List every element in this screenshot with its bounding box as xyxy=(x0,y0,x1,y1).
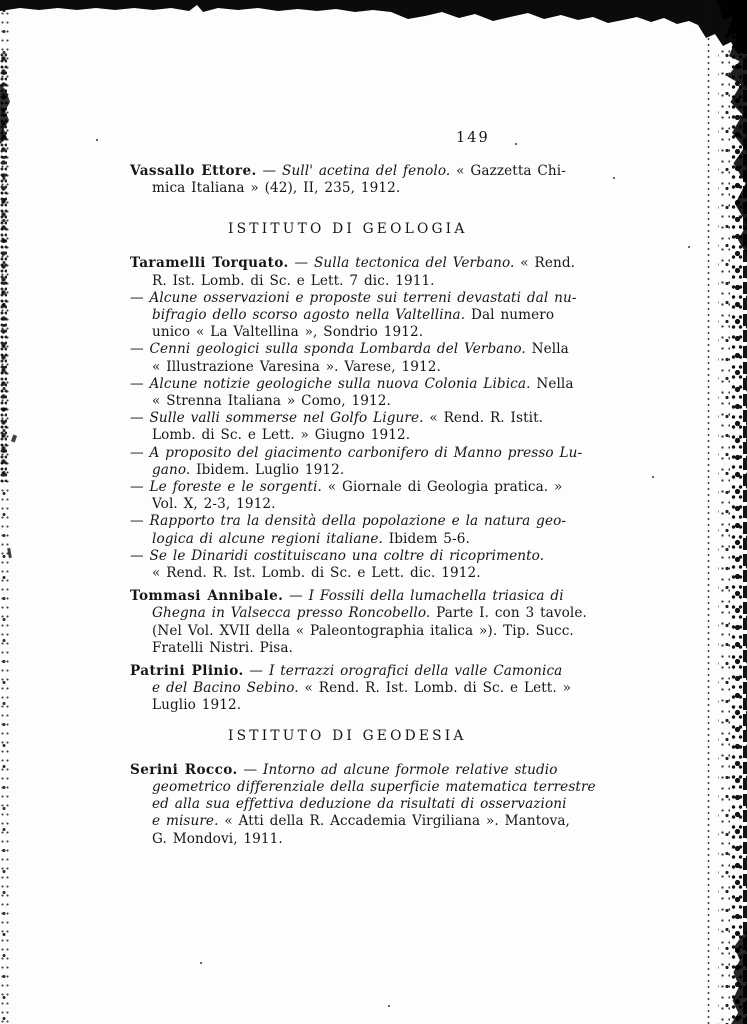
bib-line xyxy=(130,376,635,393)
text-run: — xyxy=(130,513,150,530)
bib-entry xyxy=(130,663,635,715)
text-run: Nella xyxy=(525,341,569,358)
institute-section xyxy=(130,728,635,848)
bib-line xyxy=(130,588,635,605)
author-name: Taramelli Torquato. xyxy=(130,255,289,272)
work-title: Se le Dinaridi costituiscano una coltre di ricoprimento. xyxy=(149,547,545,564)
text-run: Fratelli Nistri. Pisa. xyxy=(152,639,293,656)
bib-line xyxy=(130,359,635,376)
text-run: R. Ist. Lomb. di Sc. e Lett. 7 dic. 1911. xyxy=(152,272,435,289)
work-title: ed alla sua effettiva deduzione da risultati di osservazioni xyxy=(152,796,567,813)
bib-line xyxy=(130,410,635,427)
bib-line xyxy=(130,290,635,307)
text-run: Ibidem. Luglio 1912. xyxy=(190,461,345,478)
bib-line xyxy=(130,273,635,290)
scan-noise-dot xyxy=(613,177,615,179)
text-run: « Rend. R. Ist. Lomb. di Sc. e Lett. » xyxy=(298,680,572,697)
scan-noise-dot xyxy=(96,139,98,141)
bib-entry xyxy=(130,341,635,375)
work-title: bifragio dello scorso agosto nella Valtellina. xyxy=(152,307,466,324)
text-run: — xyxy=(237,761,263,778)
work-title: I terrazzi orografici della valle Camonica xyxy=(268,663,563,680)
work-title: Sull' acetina del fenolo. xyxy=(282,163,451,179)
text-run: — xyxy=(130,444,150,461)
text-run: Parte I. con 3 tavole. xyxy=(430,605,587,622)
work-title: logica di alcune regioni italiane. xyxy=(152,530,383,547)
bib-line xyxy=(130,565,635,582)
bib-line xyxy=(130,779,635,796)
bib-line xyxy=(130,445,635,462)
bib-line xyxy=(130,548,635,565)
text-run: — xyxy=(130,547,150,564)
scan-noise-dot xyxy=(200,962,202,964)
bib-line xyxy=(130,496,635,513)
text-run: (Nel Vol. XVII della « Paleontographia italica »). Tip. Succ. xyxy=(152,622,574,639)
bib-entry xyxy=(130,376,635,410)
text-run: « Atti della R. Accademia Virgiliana ». Mantova, xyxy=(218,813,570,830)
front-matter-entries xyxy=(130,163,635,197)
bib-line xyxy=(130,762,635,779)
bib-entry xyxy=(130,255,635,289)
scan-noise-dot xyxy=(388,1005,390,1007)
work-title: Intorno ad alcune formole relative studio xyxy=(263,761,558,778)
text-run: « Rend. R. Istit. xyxy=(423,410,544,427)
bib-entry xyxy=(130,762,635,848)
bib-line xyxy=(130,831,635,848)
bib-entry xyxy=(130,513,635,547)
text-run: Vol. X, 2-3, 1912. xyxy=(152,496,276,513)
work-title: gano. xyxy=(152,461,191,478)
work-title: e misure. xyxy=(152,813,219,830)
text-run: Dal numero xyxy=(465,307,555,324)
scan-gutter-dotted-line xyxy=(707,0,710,1024)
text-run: Nella xyxy=(530,375,574,392)
bib-line xyxy=(130,531,635,548)
text-run: — xyxy=(283,588,309,605)
work-title: Alcune notizie geologiche sulla nuova Colonia Libica. xyxy=(149,375,531,392)
scan-stray-mark xyxy=(11,435,17,443)
bib-line xyxy=(130,163,635,180)
bib-line xyxy=(130,796,635,813)
work-title: Le foreste e le sorgenti. xyxy=(149,479,322,496)
work-title: geometrico differenziale della superficie matematica terrestre xyxy=(152,778,596,795)
bib-entry xyxy=(130,163,635,197)
bib-line xyxy=(130,813,635,830)
text-run: « Rend. R. Ist. Lomb. di Sc. e Lett. dic. 1912. xyxy=(152,565,481,582)
bib-line xyxy=(130,640,635,657)
scan-stray-mark xyxy=(7,548,12,558)
text-run: G. Mondovi, 1911. xyxy=(152,830,283,847)
text-run: — xyxy=(130,375,150,392)
text-run: « Strenna Italiana » Como, 1912. xyxy=(152,393,391,410)
work-title: Sulle valli sommerse nel Golfo Ligure. xyxy=(149,410,424,427)
work-title: Cenni geologici sulla sponda Lombarda del Verbano. xyxy=(149,341,526,358)
text-run: Ibidem 5-6. xyxy=(382,530,470,547)
author-name: Tommasi Annibale. xyxy=(130,588,284,605)
text-run: — xyxy=(243,663,269,680)
bib-line xyxy=(130,462,635,479)
bib-entry xyxy=(130,588,635,657)
bib-line xyxy=(130,427,635,444)
text-run: — xyxy=(130,410,150,427)
bibliography-content xyxy=(130,163,635,848)
text-run: — xyxy=(130,341,150,358)
text-run: « Illustrazione Varesina ». Varese, 1912. xyxy=(152,358,441,375)
bib-entry xyxy=(130,410,635,444)
bib-entry xyxy=(130,548,635,582)
text-run: — xyxy=(288,255,315,272)
bib-line xyxy=(130,479,635,496)
author-name: Vassallo Ettore. xyxy=(130,163,257,179)
text-run: Lomb. di Sc. e Lett. » Giugno 1912. xyxy=(152,427,411,444)
bib-line xyxy=(130,324,635,341)
work-title: Alcune osservazioni e proposte sui terreni devastati dal nu- xyxy=(149,289,577,306)
work-title: A proposito del giacimento carbonifero di Manno presso Lu- xyxy=(149,444,583,461)
work-title: Ghegna in Valsecca presso Roncobello. xyxy=(152,605,431,622)
institute-section xyxy=(130,221,635,714)
text-run: unico « La Valtellina », Sondrio 1912. xyxy=(152,324,424,341)
bib-line xyxy=(130,680,635,697)
institute-sections xyxy=(130,221,635,847)
scan-noise-dot xyxy=(515,143,517,145)
bib-line xyxy=(130,663,635,680)
scan-top-edge-artifact xyxy=(0,0,747,60)
bib-line xyxy=(130,513,635,530)
author-name: Patrini Plinio. xyxy=(130,663,244,680)
bib-line xyxy=(130,341,635,358)
bib-line xyxy=(130,623,635,640)
work-title: Rapporto tra la densità della popolazione e la natura geo- xyxy=(149,513,567,530)
text-run: « Giornale di Geologia pratica. » xyxy=(321,479,563,496)
bib-line xyxy=(130,393,635,410)
bib-entry xyxy=(130,479,635,513)
page-number: 149 xyxy=(456,130,490,146)
text-run: « Gazzetta Chi- xyxy=(450,163,566,179)
scan-noise-dot xyxy=(688,246,690,248)
work-title: e del Bacino Sebino. xyxy=(152,680,299,697)
text-run: « Rend. xyxy=(514,255,576,272)
bib-line xyxy=(130,255,635,272)
text-run: Luglio 1912. xyxy=(152,697,242,714)
work-title: Sulla tectonica del Verbano. xyxy=(314,255,515,272)
bib-entry xyxy=(130,290,635,342)
bib-line xyxy=(130,697,635,714)
work-title: I Fossili della lumachella triasica di xyxy=(308,588,564,605)
bib-entry xyxy=(130,445,635,479)
text-run: — xyxy=(256,163,283,179)
bib-line xyxy=(130,180,635,197)
bib-line xyxy=(130,605,635,622)
section-heading: ISTITUTO DI GEODESIA xyxy=(228,727,467,744)
bib-line xyxy=(130,307,635,324)
text-run: — xyxy=(130,289,150,306)
scan-noise-dot xyxy=(652,476,654,478)
section-heading: ISTITUTO DI GEOLOGIA xyxy=(228,221,468,238)
text-run: — xyxy=(130,479,150,496)
author-name: Serini Rocco. xyxy=(130,761,238,778)
text-run: mica Italiana » (42), II, 235, 1912. xyxy=(152,180,401,197)
